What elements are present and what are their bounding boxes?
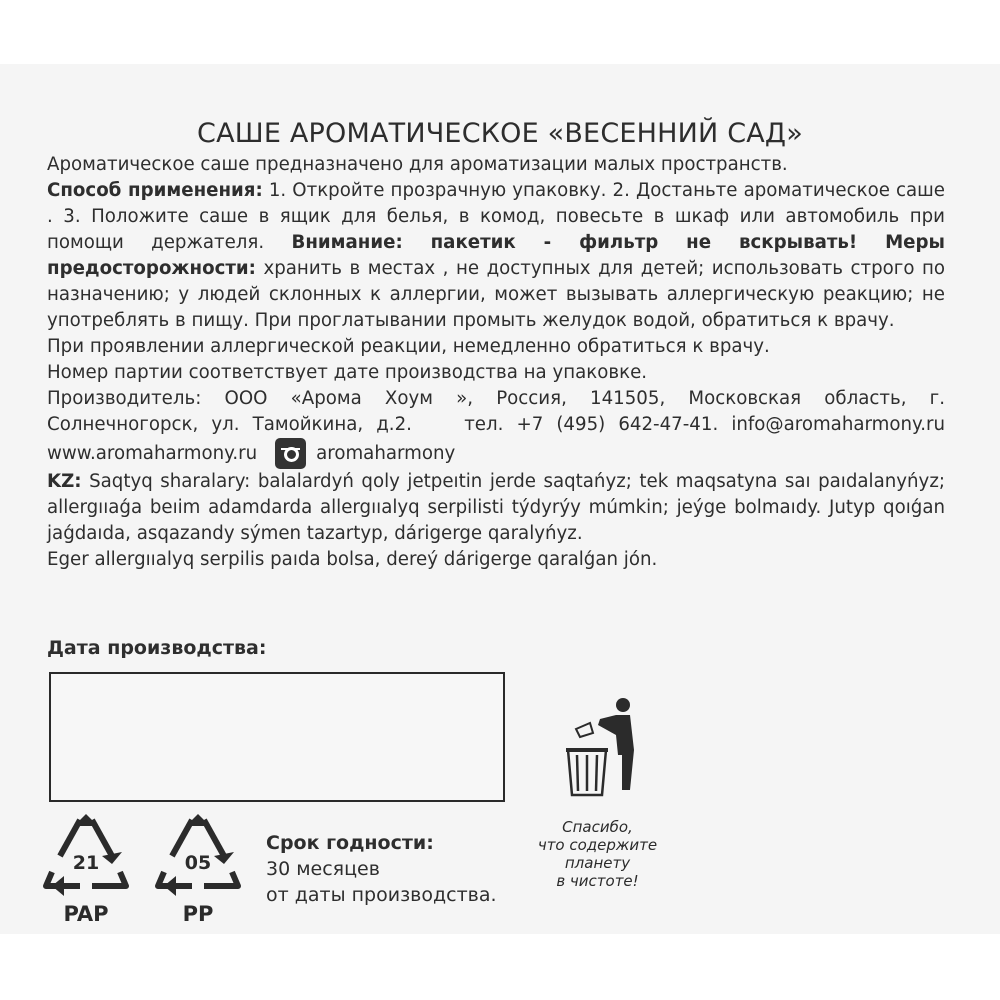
recycle-number: 21: [72, 852, 100, 874]
thanks-line: в чистоте!: [556, 872, 639, 890]
thanks-line: Спасибо,: [562, 818, 633, 836]
thanks-line: планету: [564, 854, 631, 872]
recycle-pap: [40, 812, 150, 932]
precautions-label: Меры предосторожности:: [47, 232, 945, 279]
usage-paragraph: [47, 178, 945, 334]
batch-text: Номер партии соответствует дате производства на упаковке.: [47, 362, 648, 383]
shelf-life-line1: 30 месяцев: [266, 858, 380, 880]
thanks-text: [520, 818, 675, 890]
manufacturer-paragraph: [47, 386, 945, 438]
shelf-life-label: Срок годности:: [266, 832, 434, 854]
tidyman-icon: [560, 695, 650, 810]
kz-paragraph: [47, 469, 945, 547]
warning-text: Внимание: пакетик - фильтр не вскрывать!: [291, 232, 858, 253]
recycle-code: PP: [182, 902, 214, 926]
kz-label: KZ:: [47, 471, 82, 492]
kz-text: Saqtyq sharalary: balalardyń qoly jetpeıtin jerde saqtańyz; tek maqsatyna saı paıdalanyńyz; allergııaǵa beıim adamdarda allergııalyq serpilisti týdyrýy múmkin; jeýge bolmaıdy. Jutyp qoıǵan jaǵdaıda, asqazandy sýmen tazartyp, dárigerge qaralyńyz.: [47, 471, 945, 544]
website-link[interactable]: www.aromaharmony.ru: [47, 442, 258, 464]
kz-line2: Eger allergııalyq serpilis paıda bolsa, dereý dárigerge qaralǵan jón.: [47, 549, 658, 570]
recycle-number: 05: [184, 852, 212, 874]
usage-text: 1. Откройте прозрачную упаковку. 2. Достаньте ароматическое саше . 3. Положите саше в ящик для белья, в комод, повесьте в шкаф или автомобиль при помощи держателя.: [47, 180, 945, 253]
manufacturer-text: Производитель: ООО «Арома Хоум », Россия, 141505, Московская область, г. Солнечногорск, ул. Тамойкина, д.2.: [47, 388, 945, 435]
intro-text: Ароматическое саше предназначено для ароматизации малых пространств.: [47, 154, 788, 175]
shelf-life: [266, 830, 497, 908]
usage-label: Способ применения:: [47, 180, 263, 201]
phone-text: тел. +7 (495) 642-47-41.: [464, 414, 719, 435]
thanks-line: что содержите: [537, 836, 658, 854]
web-line: [47, 438, 945, 469]
label-text: [47, 152, 945, 573]
production-date-label: Дата производства:: [47, 637, 267, 659]
email-text: info@aromaharmony.ru: [731, 414, 945, 435]
allergy-text: При проявлении аллергической реакции, немедленно обратиться к врачу.: [47, 336, 770, 357]
production-date-box: [49, 672, 505, 802]
shelf-life-line2: от даты производства.: [266, 884, 497, 906]
product-title: САШЕ АРОМАТИЧЕСКОЕ «ВЕСЕННИЙ САД»: [197, 118, 803, 149]
precautions-text: хранить в местах , не доступных для детей; использовать строго по назначению; у людей склонных к аллергии, может вызывать аллергическую реакцию; не употреблять в пищу. При проглатывании промыть желудок водой, обратиться к врачу.: [47, 258, 945, 331]
recycle-code: PAP: [63, 902, 109, 926]
instagram-handle[interactable]: aromaharmony: [316, 442, 456, 464]
recycle-pp: [152, 812, 262, 932]
instagram-icon: [275, 438, 306, 469]
